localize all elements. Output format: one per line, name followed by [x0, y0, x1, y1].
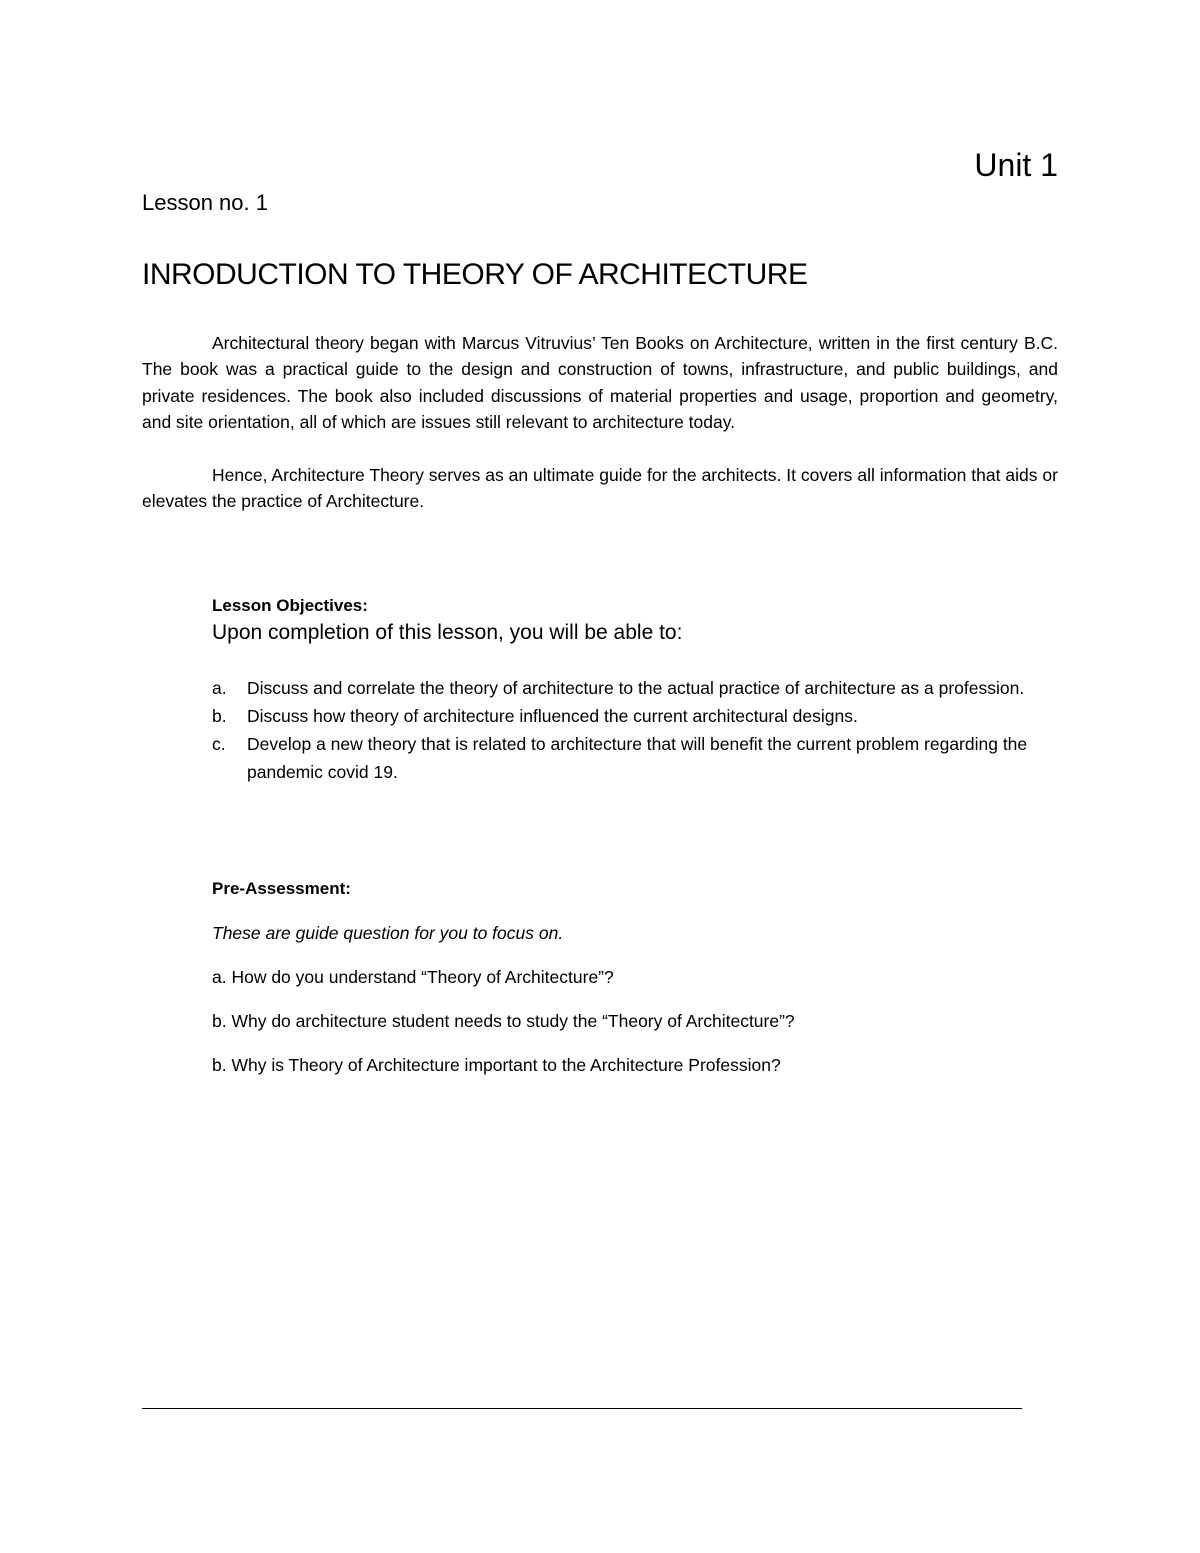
objective-text: Discuss and correlate the theory of architecture to the actual practice of architecture as a profession.	[247, 678, 1025, 698]
objective-marker: b.	[212, 706, 227, 726]
guide-question: a. How do you understand “Theory of Architecture”?	[212, 967, 614, 987]
objective-text: Discuss how theory of architecture influenced the current architectural designs.	[247, 706, 858, 726]
objective-item	[212, 730, 1042, 786]
lesson-title: INRODUCTION TO THEORY OF ARCHITECTURE	[142, 258, 808, 291]
intro-section	[142, 330, 1058, 515]
pre-assessment-guide: These are guide question for you to focus on.	[212, 923, 564, 943]
objective-marker: c.	[212, 734, 226, 754]
lesson-number: Lesson no. 1	[142, 190, 268, 215]
pre-assessment-questions	[212, 964, 795, 1096]
objectives-lead: Upon completion of this lesson, you will be able to:	[212, 621, 683, 644]
objective-text: Develop a new theory that is related to architecture that will benefit the current problem regarding the pandemic covid 19.	[247, 734, 1028, 782]
pre-assessment-heading: Pre-Assessment:	[212, 879, 351, 898]
objectives-list	[212, 674, 1042, 786]
footer-divider	[142, 1408, 1022, 1409]
objectives-heading: Lesson Objectives:	[212, 596, 368, 615]
objective-marker: a.	[212, 678, 227, 698]
guide-question: b. Why do architecture student needs to study the “Theory of Architecture”?	[212, 1011, 795, 1031]
intro-paragraph: Architectural theory began with Marcus Vitruvius’ Ten Books on Architecture, written in the first century B.C. The book was a practical guide to the design and construction of towns, infrastructure, and public buildings, and private residences. The book also included discussions of material properties and usage, proportion and geometry, and site orientation, all of which are issues still relevant to architecture today.	[142, 333, 1058, 432]
unit-label: Unit 1	[974, 147, 1058, 183]
intro-paragraph: Hence, Architecture Theory serves as an ultimate guide for the architects. It covers all information that aids or elevates the practice of Architecture.	[142, 465, 1058, 512]
guide-question: b. Why is Theory of Architecture important to the Architecture Profession?	[212, 1055, 781, 1075]
objective-item	[212, 674, 1042, 702]
objective-item	[212, 702, 1042, 730]
